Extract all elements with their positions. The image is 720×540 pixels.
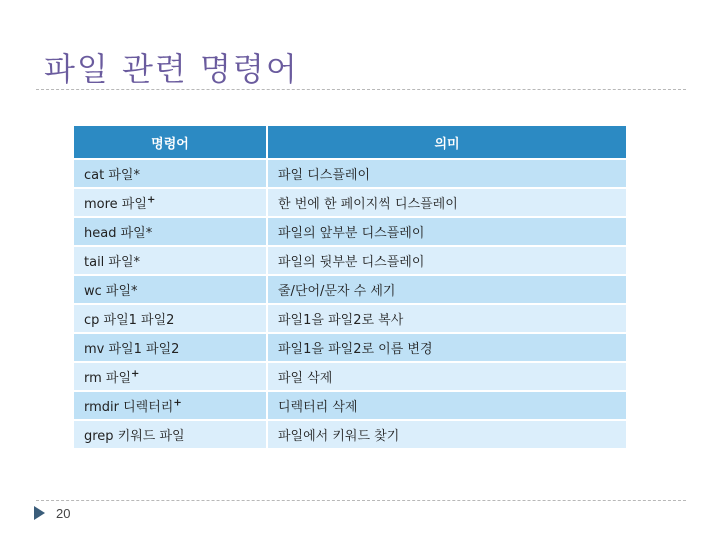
command-text: mv 파일1 파일2 — [84, 342, 180, 357]
table-row — [74, 247, 626, 274]
command-text: tail 파일* — [84, 255, 141, 270]
command-cell — [74, 421, 266, 448]
meaning-cell: 파일에서 키워드 찾기 — [268, 421, 626, 448]
table-row — [74, 334, 626, 361]
command-cell — [74, 363, 266, 390]
meaning-cell: 줄/단어/문자 수 세기 — [268, 276, 626, 303]
command-text: cp 파일1 파일2 — [84, 313, 175, 328]
table-row — [74, 189, 626, 216]
meaning-cell: 한 번에 한 페이지씩 디스플레이 — [268, 189, 626, 216]
command-cell — [74, 392, 266, 419]
slide-title: 파일 관련 명령어 — [44, 50, 299, 88]
header-command: 명령어 — [74, 126, 266, 158]
table-row — [74, 276, 626, 303]
table-row — [74, 218, 626, 245]
command-cell — [74, 247, 266, 274]
header-meaning: 의미 — [268, 126, 626, 158]
meaning-cell: 파일 삭제 — [268, 363, 626, 390]
footer-divider — [36, 500, 686, 501]
table-row — [74, 160, 626, 187]
command-sup: + — [131, 368, 140, 380]
command-cell — [74, 189, 266, 216]
meaning-cell: 파일1을 파일2로 복사 — [268, 305, 626, 332]
command-sup: + — [146, 194, 156, 206]
table-row — [74, 363, 626, 390]
meaning-cell: 파일의 앞부분 디스플레이 — [268, 218, 626, 245]
command-text: head 파일* — [84, 226, 153, 241]
command-text: cat 파일* — [84, 168, 140, 183]
command-cell — [74, 276, 266, 303]
command-text: wc 파일* — [84, 284, 138, 299]
command-sup: + — [173, 397, 182, 409]
command-text: grep 키워드 파일 — [84, 429, 185, 444]
command-cell — [74, 160, 266, 187]
command-cell — [74, 334, 266, 361]
command-table — [72, 124, 628, 450]
title-divider — [36, 89, 686, 90]
command-text: rmdir 디렉터리 — [84, 400, 174, 415]
table-row — [74, 421, 626, 448]
meaning-cell: 파일 디스플레이 — [268, 160, 626, 187]
meaning-cell: 파일의 뒷부분 디스플레이 — [268, 247, 626, 274]
meaning-cell: 파일1을 파일2로 이름 변경 — [268, 334, 626, 361]
page-number: 20 — [56, 506, 71, 521]
table-row — [74, 392, 626, 419]
table-row — [74, 305, 626, 332]
table-header-row — [74, 126, 626, 158]
command-text: rm 파일 — [84, 371, 132, 386]
meaning-cell: 디렉터리 삭제 — [268, 392, 626, 419]
command-text: more 파일 — [84, 197, 147, 212]
bullet-triangle-icon — [34, 506, 45, 520]
command-cell — [74, 305, 266, 332]
command-cell — [74, 218, 266, 245]
